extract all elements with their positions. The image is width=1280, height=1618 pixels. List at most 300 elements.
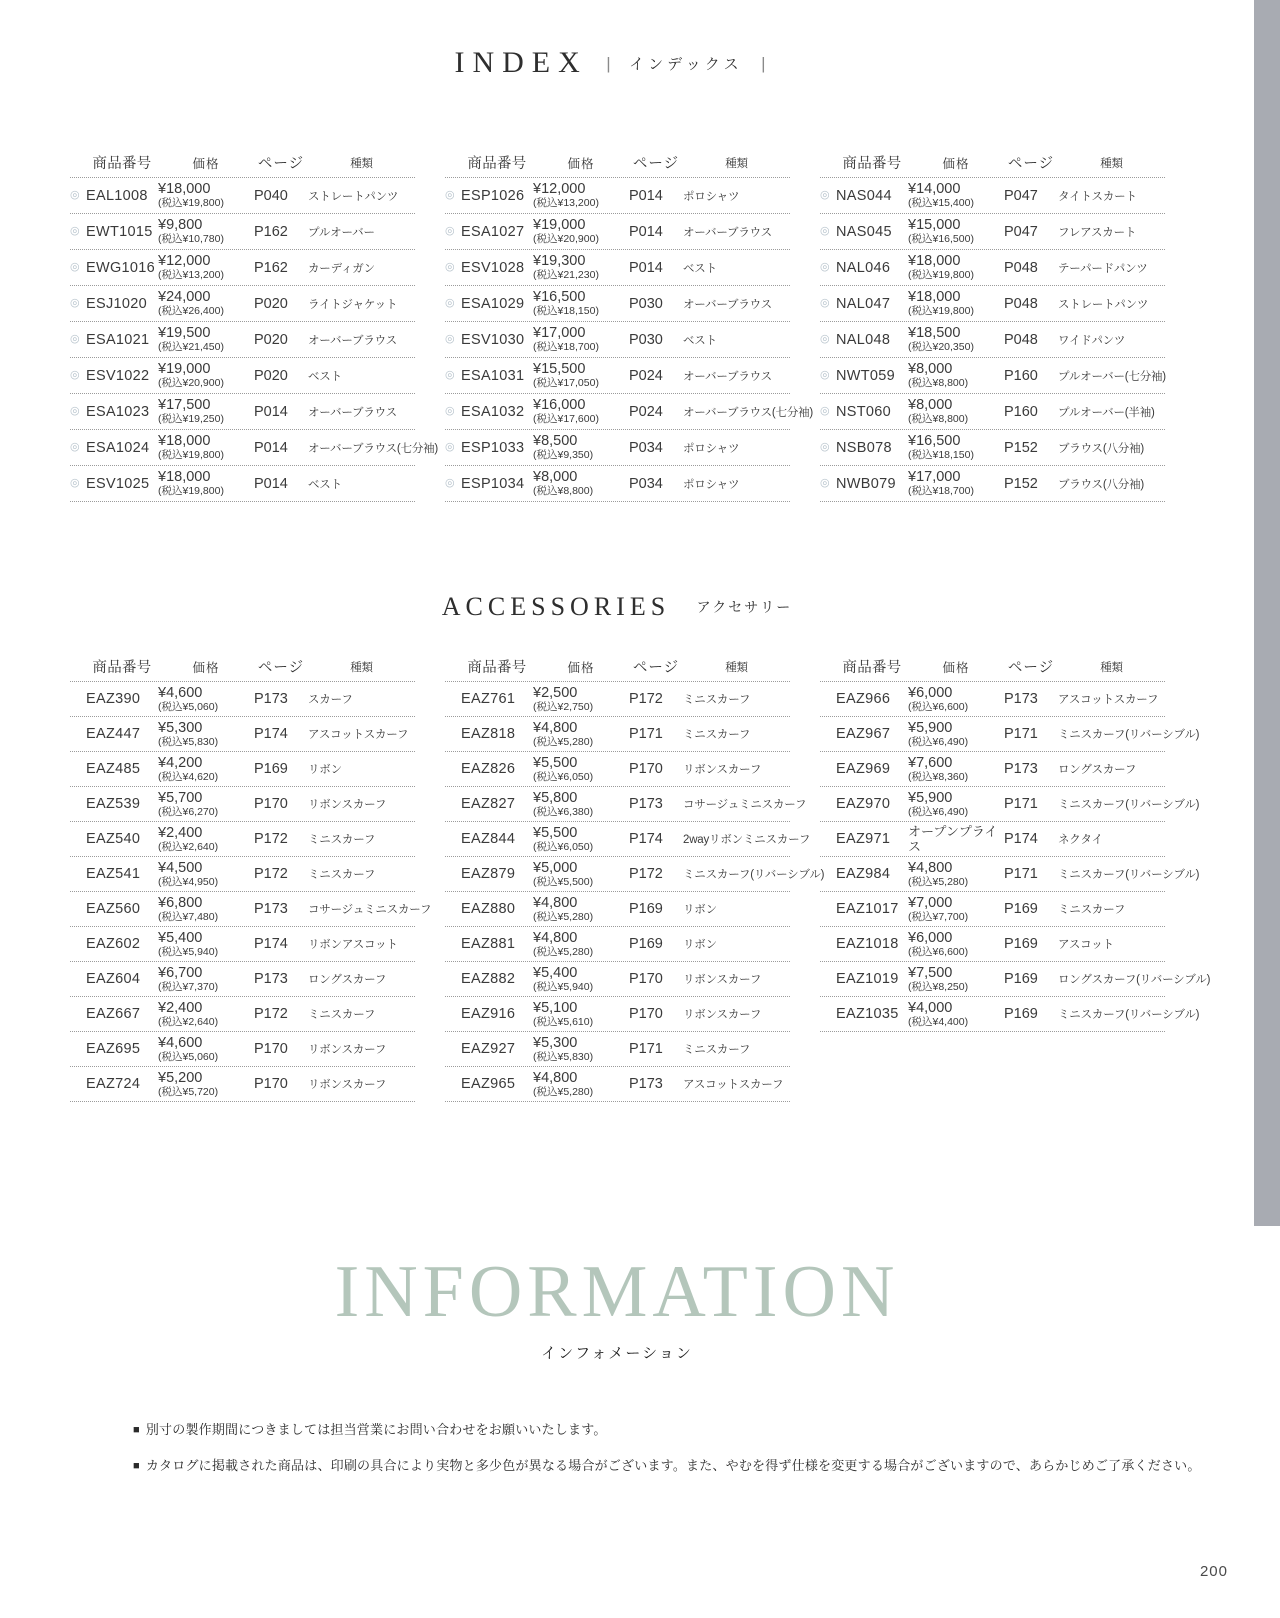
price-amount: ¥19,000	[533, 217, 586, 233]
price-amount: ¥5,100	[533, 999, 578, 1016]
price-tax-included: (税込¥5,940)	[158, 945, 219, 958]
product-code-cell: EAZ539	[86, 796, 141, 812]
price-tax-included: (税込¥17,050)	[533, 377, 599, 389]
page-ref-cell: P152	[1004, 439, 1038, 456]
page-ref-cell: P162	[254, 223, 288, 240]
table-row	[445, 682, 790, 717]
product-code-cell: ESA1029	[461, 295, 525, 312]
price-amount: ¥17,000	[908, 469, 961, 485]
price-amount: ¥4,200	[158, 754, 203, 771]
page-ref-cell: P030	[629, 295, 663, 312]
product-code-cell: ESA1023	[86, 403, 150, 420]
product-code-cell: ESP1034	[461, 475, 525, 492]
price-cell	[533, 182, 629, 209]
price-amount: ¥2,400	[158, 824, 203, 841]
item-type-cell: リボンアスコット	[308, 939, 398, 951]
product-code-cell: NSB078	[836, 439, 892, 456]
price-amount: ¥4,800	[908, 859, 953, 876]
price-amount: ¥18,000	[158, 181, 211, 197]
item-type-cell: アスコット	[1058, 939, 1114, 951]
item-type-cell: プルオーバー(半袖)	[1058, 406, 1155, 419]
double-circle-icon: ◎	[70, 405, 80, 417]
price-tax-included: (税込¥20,900)	[158, 377, 224, 389]
price-amount: ¥12,000	[158, 253, 211, 269]
table-row	[445, 752, 790, 787]
price-amount: ¥18,000	[158, 433, 211, 449]
product-code-cell: EAZ969	[836, 761, 891, 777]
price-tax-included: (税込¥20,350)	[908, 341, 974, 353]
table-row	[70, 682, 415, 717]
double-circle-icon: ◎	[820, 477, 830, 489]
item-type-cell: ベスト	[683, 262, 717, 275]
price-tax-included: (税込¥8,800)	[908, 377, 969, 389]
price-tax-included: (税込¥19,800)	[158, 197, 224, 209]
page-ref-cell: P173	[254, 971, 288, 987]
product-code-cell: EAZ667	[86, 1006, 141, 1022]
price-tax-included: (税込¥5,060)	[158, 1050, 219, 1063]
product-code-cell: EAZ826	[461, 761, 516, 777]
price-cell	[158, 1071, 254, 1098]
table-row	[70, 286, 415, 322]
item-type-cell: ポロシャツ	[683, 190, 740, 203]
product-code-cell: EAZ602	[86, 936, 141, 952]
item-type-cell: ベスト	[308, 370, 342, 383]
price-tax-included: (税込¥5,280)	[533, 945, 594, 958]
price-cell	[533, 1036, 629, 1063]
price-cell	[158, 398, 254, 425]
page-ref-cell: P014	[254, 439, 288, 456]
product-code-cell: NWB079	[836, 475, 896, 492]
item-type-cell: ミニスカーフ	[308, 1009, 376, 1021]
page-ref-cell: P174	[254, 726, 288, 742]
price-tax-included: (税込¥19,800)	[908, 305, 974, 317]
double-circle-icon: ◎	[820, 333, 830, 345]
table-row	[820, 430, 1165, 466]
price-tax-included: (税込¥6,050)	[533, 770, 594, 783]
product-code-cell: NAL047	[836, 295, 891, 312]
price-tax-included: (税込¥13,200)	[158, 269, 224, 281]
table-row	[820, 682, 1165, 717]
table-row	[820, 752, 1165, 787]
information-title: INFORMATION	[334, 1251, 900, 1333]
product-code-cell: EAZ916	[461, 1006, 516, 1022]
table-row	[70, 214, 415, 250]
product-code-cell: EAZ844	[461, 831, 516, 847]
item-type-cell: カーディガン	[308, 262, 375, 275]
price-cell	[908, 326, 1004, 353]
price-cell	[158, 254, 254, 281]
page-ref-cell: P024	[629, 367, 663, 384]
table-row	[820, 322, 1165, 358]
table-row	[445, 178, 790, 214]
table-row	[820, 962, 1211, 997]
product-code-cell: EAZ967	[836, 726, 891, 742]
item-type-cell: ネクタイ	[1058, 834, 1103, 846]
price-amount: オープンプライス	[908, 824, 998, 854]
double-circle-icon: ◎	[820, 369, 830, 381]
price-cell	[908, 756, 1004, 783]
price-tax-included: (税込¥5,940)	[533, 980, 594, 993]
price-cell	[908, 791, 1004, 818]
note-text: カタログに掲載された商品は、印刷の具合により実物と多少色が異なる場合がございます。また、やむを得ず仕様を変更する場合がございますので、あらかじめご了承ください。	[145, 1457, 1201, 1473]
price-cell	[533, 791, 629, 818]
double-circle-icon: ◎	[70, 333, 80, 345]
header-price: 価格	[567, 156, 595, 171]
price-cell	[158, 791, 254, 818]
double-circle-icon: ◎	[445, 261, 455, 273]
table-row	[820, 717, 1200, 752]
header-price: 価格	[192, 660, 220, 675]
page-ref-cell: P171	[629, 726, 663, 742]
table-header-row	[70, 148, 415, 178]
price-amount: ¥5,000	[533, 859, 578, 876]
price-tax-included: (税込¥18,150)	[908, 449, 974, 461]
table-row	[445, 997, 790, 1032]
item-type-cell: フレアスカート	[1058, 226, 1137, 239]
item-type-cell: ミニスカーフ	[308, 834, 376, 846]
item-type-cell: テーパードパンツ	[1058, 262, 1148, 275]
product-code-cell: ESV1030	[461, 331, 525, 348]
table-row	[70, 717, 415, 752]
price-cell	[533, 756, 629, 783]
accessories-subtitle-jp: アクセサリー	[696, 599, 793, 615]
price-amount: ¥5,300	[158, 719, 203, 736]
price-tax-included: (税込¥8,800)	[533, 485, 594, 497]
page-ref-cell: P172	[629, 691, 663, 707]
header-type: 種類	[1100, 157, 1123, 170]
price-cell	[533, 434, 629, 461]
accessories-section-header	[0, 592, 1234, 622]
header-type: 種類	[1100, 661, 1123, 674]
price-cell	[533, 362, 629, 389]
item-type-cell: リボンスカーフ	[683, 974, 762, 986]
price-amount: ¥4,800	[533, 1069, 578, 1086]
page-number: 200	[1199, 1563, 1228, 1580]
product-code-cell: EWG1016	[86, 259, 155, 276]
price-tax-included: (税込¥8,360)	[908, 770, 969, 783]
price-cell	[908, 931, 1004, 958]
page-ref-cell: P173	[1004, 691, 1038, 707]
double-circle-icon: ◎	[445, 477, 455, 489]
item-type-cell: タイトスカート	[1058, 190, 1137, 203]
table-row	[445, 962, 790, 997]
page-ref-cell: P020	[254, 331, 288, 348]
item-type-cell: ブラウス(八分袖)	[1058, 442, 1145, 455]
page-ref-cell: P160	[1004, 367, 1038, 384]
product-code-cell: EAZ695	[86, 1041, 141, 1057]
item-type-cell: ミニスカーフ	[308, 869, 376, 881]
table-row	[445, 286, 790, 322]
price-cell	[908, 254, 1004, 281]
page-ref-cell: P048	[1004, 259, 1038, 276]
price-amount: ¥15,000	[908, 217, 961, 233]
price-tax-included: (税込¥18,150)	[533, 305, 599, 317]
product-code-cell: EWT1015	[86, 223, 153, 240]
item-type-cell: オーバーブラウス	[683, 298, 772, 311]
price-cell	[158, 434, 254, 461]
item-type-cell: ミニスカーフ	[683, 694, 751, 706]
page-ref-cell: P170	[629, 761, 663, 777]
price-tax-included: (税込¥19,250)	[158, 413, 224, 425]
price-tax-included: (税込¥10,780)	[158, 233, 224, 245]
price-cell	[533, 218, 629, 245]
item-type-cell: アスコットスカーフ	[683, 1079, 784, 1091]
table-row	[70, 466, 415, 502]
page-ref-cell: P160	[1004, 403, 1038, 420]
page-ref-cell: P170	[629, 1006, 663, 1022]
information-notes	[133, 1419, 1234, 1474]
price-cell	[908, 1001, 1004, 1028]
page-ref-cell: P014	[254, 475, 288, 492]
price-amount: ¥8,000	[908, 397, 953, 413]
item-type-cell: プルオーバー	[308, 226, 375, 239]
item-type-cell: ワイドパンツ	[1058, 334, 1126, 347]
price-amount: ¥12,000	[533, 181, 586, 197]
price-amount: ¥2,500	[533, 684, 578, 701]
table-row	[445, 717, 790, 752]
price-tax-included: (税込¥7,370)	[158, 980, 219, 993]
page-ref-cell: P174	[629, 831, 663, 847]
table-row	[820, 466, 1165, 502]
product-code-cell: EAZ880	[461, 901, 516, 917]
item-type-cell: ストレートパンツ	[1058, 298, 1149, 311]
square-bullet-icon: ■	[133, 1423, 140, 1436]
square-bullet-icon: ■	[133, 1459, 140, 1472]
page-ref-cell: P169	[1004, 1006, 1038, 1022]
header-type: 種類	[350, 661, 373, 674]
double-circle-icon: ◎	[70, 441, 80, 453]
product-code-cell: ESV1028	[461, 259, 525, 276]
header-page: ページ	[257, 660, 305, 676]
page-ref-cell: P171	[1004, 796, 1038, 812]
page-ref-cell: P030	[629, 331, 663, 348]
product-code-cell: EAZ390	[86, 691, 141, 707]
price-tax-included: (税込¥8,800)	[908, 413, 969, 425]
product-code-cell: EAZ879	[461, 866, 516, 882]
price-amount: ¥5,500	[533, 754, 578, 771]
price-tax-included: (税込¥5,280)	[533, 1085, 594, 1098]
item-type-cell: コサージュミニスカーフ	[308, 904, 432, 916]
product-code-cell: ESA1021	[86, 331, 150, 348]
price-amount: ¥15,500	[533, 361, 586, 377]
item-type-cell: リボンスカーフ	[308, 799, 387, 811]
price-tax-included: (税込¥5,280)	[533, 910, 594, 923]
double-circle-icon: ◎	[445, 333, 455, 345]
table-row	[820, 178, 1165, 214]
price-cell	[158, 721, 254, 748]
price-amount: ¥9,800	[158, 217, 203, 233]
product-code-cell: EAZ971	[836, 831, 891, 847]
price-cell	[908, 182, 1004, 209]
price-cell	[533, 1001, 629, 1028]
double-circle-icon: ◎	[445, 189, 455, 201]
page-ref-cell: P170	[254, 1076, 288, 1092]
table-row	[445, 892, 790, 927]
product-code-cell: EAZ970	[836, 796, 891, 812]
header-price: 価格	[942, 660, 970, 675]
double-circle-icon: ◎	[445, 297, 455, 309]
product-code-cell: EAZ966	[836, 691, 891, 707]
double-circle-icon: ◎	[820, 189, 830, 201]
accessories-table-column-1	[70, 652, 432, 1102]
price-tax-included: (税込¥21,230)	[533, 269, 599, 281]
page-ref-cell: P172	[254, 866, 288, 882]
price-cell	[908, 861, 1004, 888]
item-type-cell: ブラウス(八分袖)	[1058, 478, 1145, 491]
index-table-column-3	[820, 148, 1165, 502]
price-cell	[533, 326, 629, 353]
price-amount: ¥16,000	[533, 397, 586, 413]
table-header-row	[445, 148, 790, 178]
table-row	[70, 322, 415, 358]
price-cell	[158, 826, 254, 853]
page-ref-cell: P040	[254, 187, 288, 204]
item-type-cell: ロングスカーフ	[308, 974, 387, 986]
price-amount: ¥6,000	[908, 684, 953, 701]
note-line	[133, 1419, 1234, 1438]
price-amount: ¥14,000	[908, 181, 961, 197]
page-ref-cell: P047	[1004, 187, 1038, 204]
page-ref-cell: P162	[254, 259, 288, 276]
product-code-cell: NAL046	[836, 259, 891, 276]
price-tax-included: (税込¥7,480)	[158, 910, 219, 923]
title-separator: |	[606, 54, 611, 73]
price-tax-included: (税込¥4,950)	[158, 875, 219, 888]
price-cell	[533, 931, 629, 958]
product-code-cell: ESA1031	[461, 367, 525, 384]
header-price: 価格	[942, 156, 970, 171]
price-cell	[908, 721, 1004, 748]
header-product-code: 商品番号	[467, 660, 527, 676]
price-tax-included: (税込¥4,400)	[908, 1015, 969, 1028]
page-ref-cell: P174	[254, 936, 288, 952]
price-cell	[158, 686, 254, 713]
price-cell	[158, 966, 254, 993]
price-cell	[158, 182, 254, 209]
item-type-cell: ミニスカーフ(リバーシブル)	[1058, 729, 1200, 741]
item-type-cell: ロングスカーフ(リバーシブル)	[1058, 974, 1211, 986]
price-tax-included: (税込¥18,700)	[533, 341, 599, 353]
price-tax-included: (税込¥18,700)	[908, 485, 974, 497]
table-row	[70, 178, 415, 214]
price-tax-included: (税込¥6,490)	[908, 735, 969, 748]
price-cell	[533, 896, 629, 923]
item-type-cell: オーバーブラウス	[683, 226, 772, 239]
item-type-cell: オーバーブラウス(七分袖)	[683, 406, 814, 419]
price-cell	[908, 434, 1004, 461]
table-header-row	[445, 652, 790, 682]
product-code-cell: NAS044	[836, 187, 892, 204]
price-cell	[908, 398, 1004, 425]
item-type-cell: リボンスカーフ	[683, 764, 762, 776]
page-ref-cell: P020	[254, 295, 288, 312]
item-type-cell: リボン	[683, 939, 717, 951]
page-ref-cell: P172	[254, 831, 288, 847]
page-ref-cell: P169	[629, 936, 663, 952]
header-product-code: 商品番号	[92, 156, 152, 172]
price-cell	[908, 290, 1004, 317]
item-type-cell: リボン	[683, 904, 717, 916]
price-amount: ¥4,800	[533, 894, 578, 911]
item-type-cell: アスコットスカーフ	[308, 729, 409, 741]
page-ref-cell: P169	[1004, 901, 1038, 917]
information-section	[0, 1251, 1234, 1363]
price-amount: ¥16,500	[908, 433, 961, 449]
price-amount: ¥2,400	[158, 999, 203, 1016]
price-cell	[908, 218, 1004, 245]
page-ref-cell: P034	[629, 439, 663, 456]
product-code-cell: EAZ1017	[836, 901, 899, 917]
price-amount: ¥18,500	[908, 325, 961, 341]
double-circle-icon: ◎	[70, 189, 80, 201]
price-tax-included: (税込¥5,280)	[533, 735, 594, 748]
price-cell	[533, 721, 629, 748]
price-amount: ¥4,800	[533, 929, 578, 946]
price-amount: ¥4,600	[158, 684, 203, 701]
page-ref-cell: P171	[1004, 866, 1038, 882]
item-type-cell: オーバーブラウス	[683, 370, 772, 383]
price-tax-included: (税込¥2,750)	[533, 700, 594, 713]
price-cell	[158, 1001, 254, 1028]
item-type-cell: ストレートパンツ	[308, 190, 399, 203]
item-type-cell: ロングスカーフ	[1058, 764, 1137, 776]
index-section-header	[0, 0, 1234, 80]
table-row	[445, 787, 807, 822]
price-tax-included: (税込¥6,600)	[908, 700, 969, 713]
table-row	[445, 1067, 790, 1102]
page-ref-cell: P173	[1004, 761, 1038, 777]
table-row	[70, 1032, 415, 1067]
price-amount: ¥5,800	[533, 789, 578, 806]
product-code-cell: EAZ447	[86, 726, 141, 742]
item-type-cell: リボン	[308, 764, 342, 776]
product-code-cell: ESA1027	[461, 223, 525, 240]
table-row	[820, 214, 1165, 250]
price-tax-included: (税込¥21,450)	[158, 341, 224, 353]
table-row	[70, 822, 415, 857]
table-row	[820, 358, 1165, 394]
item-type-cell: ベスト	[308, 478, 342, 491]
price-amount: ¥19,000	[158, 361, 211, 377]
table-row	[70, 857, 415, 892]
table-row	[445, 394, 814, 430]
item-type-cell: ミニスカーフ	[683, 1044, 751, 1056]
header-type: 種類	[350, 157, 373, 170]
table-row	[70, 997, 415, 1032]
item-type-cell: リボンスカーフ	[308, 1079, 387, 1091]
price-amount: ¥5,400	[533, 964, 578, 981]
page-ref-cell: P173	[254, 901, 288, 917]
double-circle-icon: ◎	[445, 369, 455, 381]
item-type-cell: ミニスカーフ(リバーシブル)	[1058, 1009, 1200, 1021]
page-ref-cell: P048	[1004, 295, 1038, 312]
index-table-column-1	[70, 148, 439, 502]
product-code-cell: EAZ818	[461, 726, 516, 742]
price-cell	[908, 896, 1004, 923]
double-circle-icon: ◎	[445, 405, 455, 417]
price-amount: ¥18,000	[158, 469, 211, 485]
page-ref-cell: P173	[629, 796, 663, 812]
product-code-cell: EAZ927	[461, 1041, 516, 1057]
price-cell	[908, 470, 1004, 497]
page-ref-cell: P020	[254, 367, 288, 384]
page-ref-cell: P169	[1004, 971, 1038, 987]
table-row	[445, 927, 790, 962]
item-type-cell: リボンスカーフ	[308, 1044, 387, 1056]
item-type-cell: ポロシャツ	[683, 442, 740, 455]
header-product-code: 商品番号	[842, 660, 902, 676]
price-amount: ¥5,400	[158, 929, 203, 946]
